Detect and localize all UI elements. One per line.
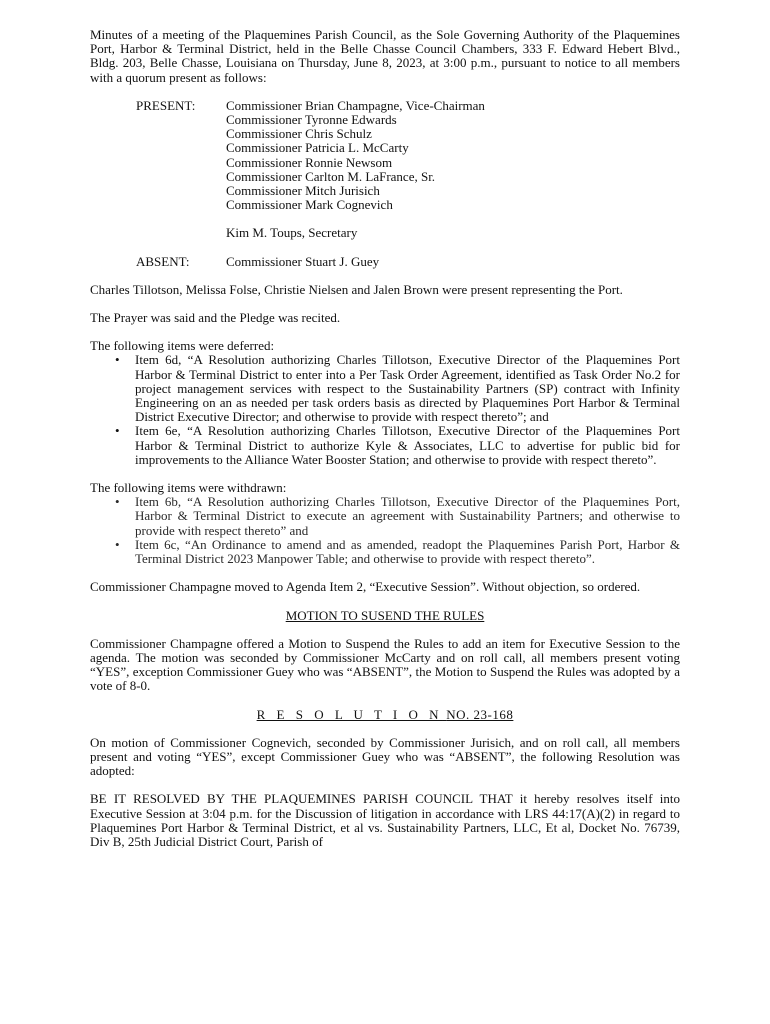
- absent-list: [226, 255, 680, 269]
- bullet-icon: •: [115, 494, 120, 510]
- port-representatives: Charles Tillotson, Melissa Folse, Christie Nielsen and Jalen Brown were present representing the Port.: [90, 281, 623, 297]
- withdrawn-intro: The following items were withdrawn:: [90, 480, 287, 496]
- bullet-icon: •: [115, 352, 120, 368]
- present-member: Commissioner Chris Schulz: [226, 126, 372, 142]
- list-item: [90, 424, 680, 467]
- present-member: Commissioner Mitch Jurisich: [226, 183, 380, 199]
- minutes-document: [90, 28, 680, 849]
- present-list: [226, 99, 680, 241]
- deferred-intro: The following items were deferred:: [90, 338, 275, 354]
- present-member: Commissioner Tyronne Edwards: [226, 112, 397, 128]
- absent-section: [90, 255, 680, 269]
- list-item-text: Item 6c, “An Ordinance to amend and as amended, readopt the Plaquemines Parish Port, Harbor & Terminal District 2023 Manpower Table; and otherwise to provide with respect thereto”.: [135, 536, 680, 567]
- resolution-heading: [90, 708, 680, 722]
- motion-heading: MOTION TO SUSEND THE RULES: [285, 607, 485, 623]
- list-item-text: Item 6d, “A Resolution authorizing Charles Tillotson, Executive Director of the Plaquemines Port Harbor & Terminal District to enter into a Per Task Order Agreement, identified as Task Order No.2 for project management services with respect to the Sustainability Partners (SP) contract with Infinity Engineering on an as needed per task orders basis as directed by Plaquemines Port Harbor & Terminal District Executive Director; and otherwise to provide with respect thereto”; and: [135, 352, 680, 425]
- deferred-list: [90, 353, 680, 467]
- list-item-text: Item 6b, “A Resolution authorizing Charles Tillotson, Executive Director of the Plaquemines Port, Harbor & Terminal District to execute an agreement with Sustainability Partners; and otherwise to provide with respect thereto” and: [135, 494, 680, 538]
- intro-paragraph: Minutes of a meeting of the Plaquemines Parish Council, as the Sole Governing Authority of the Plaquemines Port, Harbor & Terminal District, held in the Belle Chasse Council Chambers, 333 F. Edward Hebert Blvd., Bldg. 203, Belle Chasse, Louisiana on Thursday, June 8, 2023, at 3:00 p.m., pursuant to notice to all members with a quorum present as follows:: [90, 27, 680, 85]
- present-section: [90, 99, 680, 241]
- resolution-motion: On motion of Commissioner Cognevich, seconded by Commissioner Jurisich, and on roll call, all members present and voting “YES”, except Commissioner Guey who was “ABSENT”, the following Resolution was adopted:: [90, 734, 680, 779]
- list-item-text: Item 6e, “A Resolution authorizing Charles Tillotson, Executive Director of the Plaquemines Port Harbor & Terminal District to authorize Kyle & Associates, LLC to advertise for public bid for improvements to the Alliance Water Booster Station; and otherwise to provide with respect thereto”.: [135, 423, 680, 467]
- list-item: [90, 353, 680, 424]
- present-member: Commissioner Mark Cognevich: [226, 197, 393, 213]
- prayer-paragraph: The Prayer was said and the Pledge was recited.: [90, 310, 341, 326]
- absent-member: Commissioner Stuart J. Guey: [226, 253, 380, 269]
- withdrawn-list: [90, 495, 680, 566]
- absent-label: ABSENT:: [136, 253, 190, 269]
- present-member: Commissioner Carlton M. LaFrance, Sr.: [226, 168, 436, 184]
- present-label: PRESENT:: [136, 97, 196, 113]
- executive-session-move: Commissioner Champagne moved to Agenda Item 2, “Executive Session”. Without objection, so ordered.: [90, 579, 641, 595]
- resolution-heading-word: R E S O L U T I O N: [256, 706, 443, 722]
- motion-paragraph: Commissioner Champagne offered a Motion to Suspend the Rules to add an item for Executive Session to the agenda. The motion was seconded by Commissioner McCarty and on roll call, all members present voting “YES”, exception Commissioner Guey who was “ABSENT”, the Motion to Suspend the Rules was adopted by a vote of 8-0.: [90, 635, 680, 694]
- bullet-icon: •: [115, 423, 120, 439]
- bullet-icon: •: [115, 536, 120, 552]
- present-member: Commissioner Brian Champagne, Vice-Chairman: [226, 97, 485, 113]
- present-member: Commissioner Patricia L. McCarty: [226, 140, 409, 156]
- present-member: Commissioner Ronnie Newsom: [226, 154, 393, 170]
- list-item: [90, 538, 680, 566]
- resolution-text: BE IT RESOLVED BY THE PLAQUEMINES PARISH COUNCIL THAT it hereby resolves itself into Executive Session at 3:04 p.m. for the Discussion of litigation in accordance with LRS 44:17(A)(2) in regard to Plaquemines Port Harbor & Terminal District, et al vs. Sustainability Partners, LLC, Et al, Docket No. 76739, Div B, 25th Judicial District Court, Parish of: [90, 791, 680, 849]
- secretary: Kim M. Toups, Secretary: [226, 225, 358, 241]
- list-item: [90, 495, 680, 538]
- resolution-number: NO. 23-168: [446, 706, 514, 722]
